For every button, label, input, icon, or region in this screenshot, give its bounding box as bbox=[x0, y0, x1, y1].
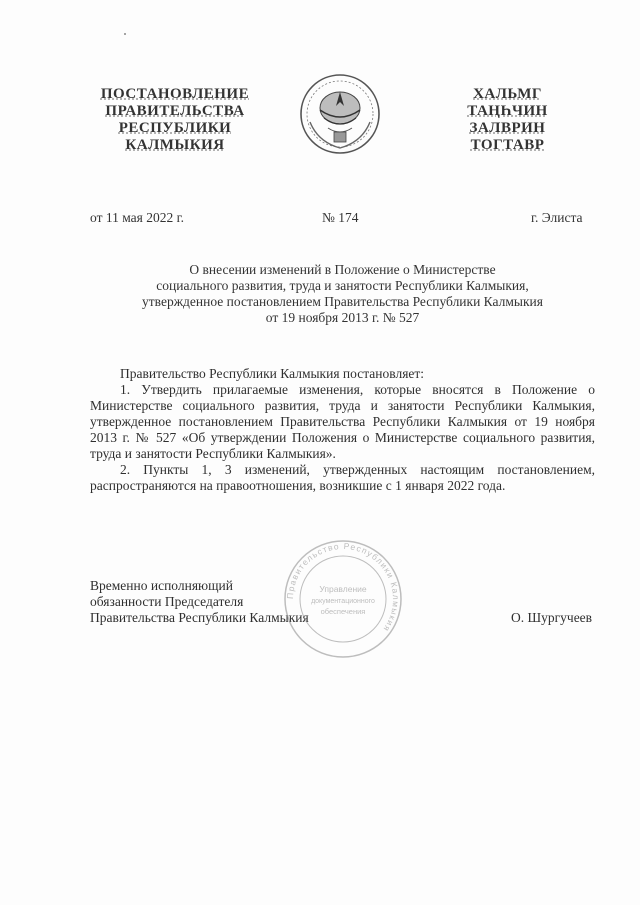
stamp-ring-text: Правительство Республики Калмыкия bbox=[284, 540, 402, 635]
signatory-line: обязанности Председателя bbox=[90, 594, 244, 609]
document-title bbox=[90, 262, 595, 326]
document-date: от 11 мая 2022 г. bbox=[90, 210, 185, 225]
header-left-line: ПОСТАНОВЛЕНИЕ bbox=[100, 86, 250, 102]
header-right-line: ХАЛЬМГ bbox=[473, 86, 542, 102]
header-left-line: ПРАВИТЕЛЬСТВА bbox=[105, 103, 245, 119]
document-body bbox=[90, 366, 595, 494]
body-item-1: 1. Утвердить прилагаемые изменения, которые вносятся в Положение о Министерстве социального развития, труда и занятости Республики Калмыкия, утвержденное постановлением Правительства Республики Калмыкия от 19 ноября 2013 г. № 527 «Об утверждении Положения о Министерстве социального развития, труда и занятости Республики Калмыкия». bbox=[90, 382, 595, 461]
header-right-line: ТАҢҺЧИН bbox=[467, 103, 548, 119]
scan-dot bbox=[124, 33, 126, 35]
signatory-line: Правительства Республики Калмыкия bbox=[90, 610, 309, 625]
title-line: социального развития, труда и занятости Республики Калмыкия, bbox=[156, 278, 529, 293]
title-line: О внесении изменений в Положение о Министерстве bbox=[189, 262, 496, 277]
coat-of-arms-icon bbox=[298, 72, 382, 156]
body-item-2: 2. Пункты 1, 3 изменений, утвержденных настоящим постановлением, распространяются на правоотношения, возникшие с 1 января 2022 года. bbox=[90, 462, 595, 493]
document-city: г. Элиста bbox=[531, 210, 583, 225]
header-right-kalmyk bbox=[445, 86, 570, 154]
header-left-line: РЕСПУБЛИКИ bbox=[118, 120, 232, 136]
body-intro: Правительство Республики Калмыкия постановляет: bbox=[120, 366, 425, 381]
signatory-position bbox=[90, 578, 309, 626]
title-line: утвержденное постановлением Правительства Республики Калмыкия bbox=[142, 294, 543, 309]
header-right-line: ЗАЛВРИН bbox=[469, 120, 546, 136]
stamp-center-line: документационного bbox=[311, 598, 375, 605]
title-line: от 19 ноября 2013 г. № 527 bbox=[265, 310, 420, 325]
stamp-center-line: Управление bbox=[319, 584, 367, 594]
header-left-line: КАЛМЫКИЯ bbox=[125, 137, 225, 153]
header-right-line: ТОГТАВР bbox=[470, 137, 545, 153]
signatory-line: Временно исполняющий bbox=[90, 578, 233, 593]
header-left-russian bbox=[80, 86, 270, 154]
stamp-center-line: обеспечения bbox=[320, 607, 366, 616]
signatory-name: О. Шургучеев bbox=[511, 610, 593, 625]
official-stamp-icon bbox=[282, 538, 404, 660]
document-number: № 174 bbox=[322, 210, 359, 225]
